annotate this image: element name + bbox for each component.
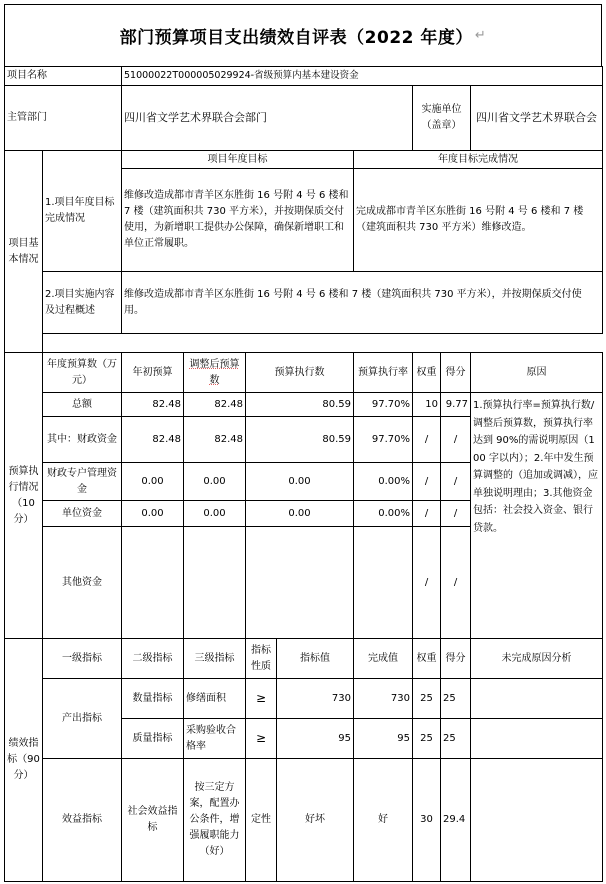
basic-row1-done: 完成成都市青羊区东胜街 16 号附 4 号 6 楼和 7 楼（建筑面积共 730 平方米）维修改造。 (354, 169, 603, 272)
form-title (4, 4, 602, 66)
perf-level3: 采购验收合格率 (184, 719, 246, 759)
perf-level2: 数量指标 (122, 679, 184, 719)
budget-executed (246, 527, 354, 639)
basic-row1-goal: 维修改造成都市青羊区东胜街 16 号附 4 号 6 楼和 7 楼（建筑面积共 730 平方米），并按期保质交付使用，为新增职工提供办公保障，确保新增职工和单位正常履职。 (122, 169, 354, 272)
budget-header-col3: 预算执行数 (246, 353, 354, 393)
perf-done: 730 (354, 679, 413, 719)
budget-row-label: 总额 (43, 393, 122, 417)
perf-value: 95 (277, 719, 354, 759)
budget-score: 9.77 (441, 393, 471, 417)
form-title-text: 部门预算项目支出绩效自评表（2022 年度） (119, 28, 473, 48)
budget-header-col2: 调整后预算数 (184, 353, 246, 393)
budget-initial: 82.48 (122, 417, 184, 463)
perf-score: 29.4 (441, 759, 471, 882)
budget-adjusted: 0.00 (184, 463, 246, 501)
budget-weight: 10 (413, 393, 441, 417)
budget-reason: 1.预算执行率=预算执行数/调整后预算数，预算执行率达到 90%的需说明原因（100 字以内）；2.年中发生预算调整的（追加或调减），应单独说明理由；3.其他资金包括：社会投入资金、银行贷款。 (471, 393, 603, 639)
perf-output-row (5, 679, 603, 719)
perf-value: 好坏 (277, 759, 354, 882)
perf-done: 好 (354, 759, 413, 882)
budget-score: / (441, 501, 471, 527)
project-name-row (5, 67, 603, 86)
budget-row-total (5, 393, 603, 417)
budget-weight: / (413, 527, 441, 639)
perf-benefit-label: 效益指标 (43, 759, 122, 882)
perf-score: 25 (441, 719, 471, 759)
budget-section-label: 预算执行情况（10分） (5, 353, 43, 639)
budget-initial (122, 527, 184, 639)
perf-benefit-row (5, 759, 603, 882)
budget-rate: 0.00% (354, 463, 413, 501)
perf-header-col8: 未完成原因分析 (471, 639, 603, 679)
evaluation-table (4, 66, 603, 882)
budget-score: / (441, 417, 471, 463)
budget-score: / (441, 463, 471, 501)
perf-reason (471, 719, 603, 759)
project-name-value: 51000022T000005029924-省级预算内基本建设资金 (122, 67, 603, 86)
perf-nature: ≥ (246, 719, 277, 759)
perf-reason (471, 759, 603, 882)
perf-nature: ≥ (246, 679, 277, 719)
budget-weight: / (413, 463, 441, 501)
perf-header-col0: 一级指标 (43, 639, 122, 679)
budget-initial: 0.00 (122, 501, 184, 527)
basic-row2 (5, 272, 603, 334)
dept-row (5, 86, 603, 151)
budget-rate: 97.70% (354, 417, 413, 463)
done-header: 年度目标完成情况 (354, 151, 603, 169)
budget-adjusted: 0.00 (184, 501, 246, 527)
perf-value: 730 (277, 679, 354, 719)
budget-executed: 0.00 (246, 501, 354, 527)
perf-header-col7: 得分 (441, 639, 471, 679)
budget-header-col7: 原因 (471, 353, 603, 393)
budget-header-col4: 预算执行率 (354, 353, 413, 393)
budget-header-col6: 得分 (441, 353, 471, 393)
perf-header-col1: 二级指标 (122, 639, 184, 679)
perf-header-col2: 三级指标 (184, 639, 246, 679)
perf-section-label: 绩效指标（90分） (5, 639, 43, 882)
perf-weight: 25 (413, 719, 441, 759)
budget-row-label: 单位资金 (43, 501, 122, 527)
budget-initial: 82.48 (122, 393, 184, 417)
perf-header-col6: 权重 (413, 639, 441, 679)
budget-adjusted (184, 527, 246, 639)
perf-header-col5: 完成值 (354, 639, 413, 679)
perf-header-col4: 指标值 (277, 639, 354, 679)
perf-header-row (5, 639, 603, 679)
budget-row-label: 其他资金 (43, 527, 122, 639)
budget-rate (354, 527, 413, 639)
budget-adjusted: 82.48 (184, 393, 246, 417)
perf-level3: 修缮面积 (184, 679, 246, 719)
budget-rate: 97.70% (354, 393, 413, 417)
basic-header-row (5, 151, 603, 169)
impl-value: 四川省文学艺术界联合会 (471, 86, 603, 151)
basic-row2-text: 维修改造成都市青羊区东胜街 16 号附 4 号 6 楼和 7 楼（建筑面积共 730 平方米），并按期保质交付使用。 (122, 272, 603, 334)
budget-initial: 0.00 (122, 463, 184, 501)
budget-executed: 80.59 (246, 417, 354, 463)
budget-rate: 0.00% (354, 501, 413, 527)
perf-level3: 按三定方案，配置办公条件，增强履职能力（好） (184, 759, 246, 882)
budget-row-label: 财政专户管理资金 (43, 463, 122, 501)
basic-row1-label: 1.项目年度目标完成情况 (43, 151, 122, 272)
perf-done: 95 (354, 719, 413, 759)
budget-header-col0: 年度预算数（万元） (43, 353, 122, 393)
dept-label: 主管部门 (5, 86, 122, 151)
budget-header-row (5, 353, 603, 393)
perf-weight: 30 (413, 759, 441, 882)
impl-label: 实施单位（盖章） (413, 86, 471, 151)
budget-executed: 0.00 (246, 463, 354, 501)
goal-header: 项目年度目标 (122, 151, 354, 169)
budget-adjusted: 82.48 (184, 417, 246, 463)
perf-score: 25 (441, 679, 471, 719)
project-name-label: 项目名称 (5, 67, 122, 86)
budget-weight: / (413, 417, 441, 463)
basic-section-label: 项目基本情况 (5, 151, 43, 353)
perf-level2: 社会效益指标 (122, 759, 184, 882)
budget-header-col5: 权重 (413, 353, 441, 393)
budget-weight: / (413, 501, 441, 527)
budget-row-label: 其中：财政资金 (43, 417, 122, 463)
perf-nature: 定性 (246, 759, 277, 882)
perf-output-label: 产出指标 (43, 679, 122, 759)
perf-reason (471, 679, 603, 719)
budget-score: / (441, 527, 471, 639)
perf-level2: 质量指标 (122, 719, 184, 759)
basic-row2-label: 2.项目实施内容及过程概述 (43, 272, 122, 334)
perf-weight: 25 (413, 679, 441, 719)
dept-value: 四川省文学艺术界联合会部门 (122, 86, 413, 151)
budget-executed: 80.59 (246, 393, 354, 417)
return-mark-icon: ↵ (474, 28, 487, 43)
budget-header-col1: 年初预算 (122, 353, 184, 393)
perf-header-col3: 指标性质 (246, 639, 277, 679)
